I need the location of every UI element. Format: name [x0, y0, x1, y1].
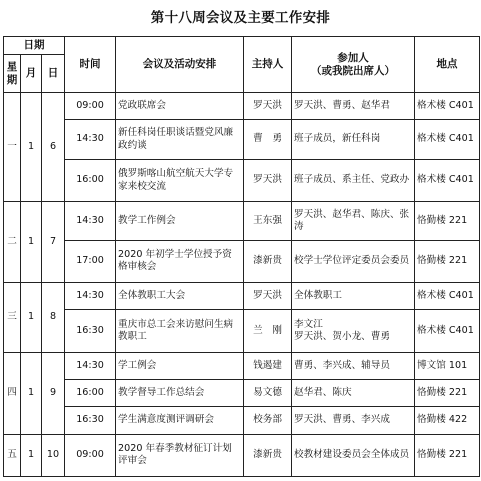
- participants-cell: 罗天洪、赵华君、陈庆、张涛: [292, 202, 415, 241]
- header-day: 日: [42, 55, 65, 93]
- month-cell: 1: [21, 283, 42, 353]
- month-cell: 1: [21, 93, 42, 202]
- table-row: [4, 434, 480, 476]
- table-row: [4, 352, 480, 379]
- day-cell: 7: [42, 202, 65, 283]
- host-cell: 罗天洪: [244, 93, 292, 120]
- table-row: [4, 283, 480, 310]
- participants-cell: 校学士学位评定委员会委员: [292, 240, 415, 282]
- day-cell: 8: [42, 283, 65, 353]
- page-title: 第十八周会议及主要工作安排: [150, 10, 331, 26]
- participants-cell: 李文江 罗天洪、贺小龙、曹勇: [292, 310, 415, 352]
- table-row: [4, 310, 480, 352]
- location-cell: 格术楼 C401: [415, 283, 480, 310]
- location-cell: 恪勤楼 422: [415, 407, 480, 434]
- time-cell: 14:30: [65, 283, 116, 310]
- time-cell: 14:30: [65, 352, 116, 379]
- host-cell: 钱遏建: [244, 352, 292, 379]
- weekday-cell: 四: [4, 352, 21, 434]
- participants-cell: 班子成员，新任科岗: [292, 120, 415, 160]
- month-cell: 1: [21, 202, 42, 283]
- table-row: [4, 380, 480, 407]
- host-cell: 校务部: [244, 407, 292, 434]
- host-cell: 易文德: [244, 380, 292, 407]
- time-cell: 16:00: [65, 380, 116, 407]
- participants-cell: 罗天洪、曹勇、赵华君: [292, 93, 415, 120]
- header-location: 地点: [415, 37, 480, 93]
- header-participants-line1: 参加人: [337, 52, 369, 64]
- meeting-cell: 2020 年初学士学位授予资格审核会: [116, 240, 244, 282]
- location-cell: 恪勤楼 221: [415, 380, 480, 407]
- participants-cell: 曹勇、李兴成、辅导员: [292, 352, 415, 379]
- time-cell: 14:30: [65, 202, 116, 241]
- schedule-table: [3, 36, 480, 477]
- table-row: [4, 120, 480, 160]
- table-row: [4, 202, 480, 241]
- header-host: 主持人: [244, 37, 292, 93]
- weekday-cell: 二: [4, 202, 21, 283]
- header-participants-line2: （或我院出席人）: [311, 64, 396, 77]
- host-cell: 曹 勇: [244, 120, 292, 160]
- meeting-cell: 学工例会: [116, 352, 244, 379]
- header-row-1: [4, 37, 480, 55]
- time-cell: 14:30: [65, 120, 116, 160]
- weekday-cell: 三: [4, 283, 21, 353]
- table-row: [4, 93, 480, 120]
- participants-cell: 罗天洪、曹勇、李兴成: [292, 407, 415, 434]
- participants-cell: 赵华君、陈庆: [292, 380, 415, 407]
- location-cell: 恪勤楼 221: [415, 434, 480, 476]
- day-cell: 9: [42, 352, 65, 434]
- time-cell: 16:00: [65, 160, 116, 202]
- header-meeting: 会议及活动安排: [116, 37, 244, 93]
- location-cell: 格术楼 C401: [415, 93, 480, 120]
- header-weekday: 星期: [4, 55, 21, 93]
- header-date-group: 日期: [4, 37, 65, 55]
- host-cell: 罗天洪: [244, 283, 292, 310]
- month-cell: 1: [21, 352, 42, 434]
- month-cell: 1: [21, 434, 42, 476]
- header-participants: [292, 37, 415, 93]
- participants-cell: 班子成员、系主任、党政办: [292, 160, 415, 202]
- time-cell: 09:00: [65, 93, 116, 120]
- location-cell: 博文馆 101: [415, 352, 480, 379]
- participants-cell: 全体教职工: [292, 283, 415, 310]
- host-cell: 罗天洪: [244, 160, 292, 202]
- schedule-body: [4, 93, 480, 477]
- meeting-cell: 教学督导工作总结会: [116, 380, 244, 407]
- meeting-cell: 新任科岗任职谈话暨党风廉政约谈: [116, 120, 244, 160]
- meeting-cell: 教学工作例会: [116, 202, 244, 241]
- time-cell: 16:30: [65, 407, 116, 434]
- host-cell: 王东强: [244, 202, 292, 241]
- participants-cell: 校教材建设委员会全体成员: [292, 434, 415, 476]
- host-cell: 漆新贵: [244, 240, 292, 282]
- table-row: [4, 160, 480, 202]
- location-cell: 恪勤楼 221: [415, 240, 480, 282]
- host-cell: 漆新贵: [244, 434, 292, 476]
- meeting-cell: 重庆市总工会来访慰问生病教职工: [116, 310, 244, 352]
- time-cell: 17:00: [65, 240, 116, 282]
- meeting-cell: 全体教职工大会: [116, 283, 244, 310]
- day-cell: 6: [42, 93, 65, 202]
- location-cell: 格术楼 C401: [415, 310, 480, 352]
- time-cell: 16:30: [65, 310, 116, 352]
- host-cell: 兰 刚: [244, 310, 292, 352]
- meeting-cell: 2020 年春季教材征订计划评审会: [116, 434, 244, 476]
- header-month: 月: [21, 55, 42, 93]
- meeting-cell: 党政联席会: [116, 93, 244, 120]
- table-row: [4, 240, 480, 282]
- location-cell: 格术楼 C401: [415, 120, 480, 160]
- meeting-cell: 学生满意度测评调研会: [116, 407, 244, 434]
- location-cell: 恪勤楼 221: [415, 202, 480, 241]
- location-cell: 格术楼 C401: [415, 160, 480, 202]
- day-cell: 10: [42, 434, 65, 476]
- weekday-cell: 五: [4, 434, 21, 476]
- weekday-cell: 一: [4, 93, 21, 202]
- time-cell: 09:00: [65, 434, 116, 476]
- table-row: [4, 407, 480, 434]
- meeting-cell: 俄罗斯喀山航空航天大学专家来校交流: [116, 160, 244, 202]
- header-time: 时间: [65, 37, 116, 93]
